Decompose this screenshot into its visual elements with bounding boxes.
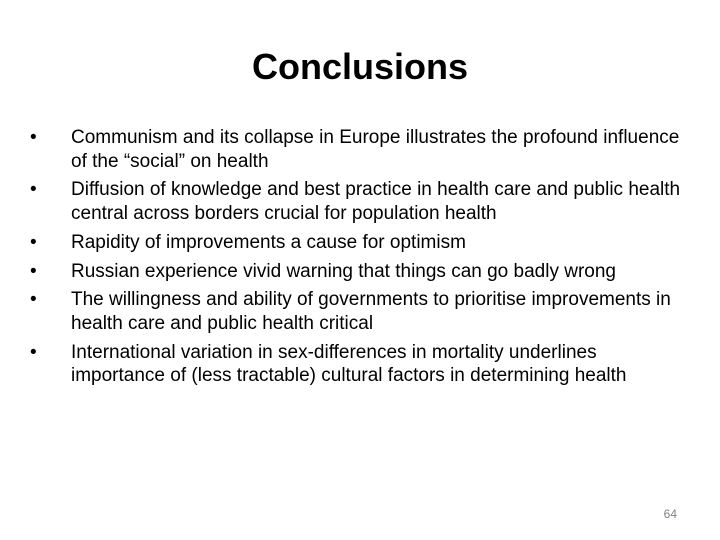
bullet-item	[30, 178, 690, 225]
bullet-dot-icon: •	[30, 289, 37, 311]
bullet-dot-icon: •	[30, 341, 37, 363]
bullet-text: The willingness and ability of governments to prioritise improvements in health care and public health critical	[71, 289, 671, 334]
bullet-dot-icon: •	[30, 260, 37, 282]
bullet-item	[30, 231, 690, 255]
bullet-dot-icon: •	[30, 179, 37, 201]
bullet-item	[30, 288, 690, 335]
bullet-item	[30, 260, 690, 284]
page-number: 64	[663, 507, 677, 521]
bullet-text: Russian experience vivid warning that things can go badly wrong	[71, 260, 616, 282]
bullet-item	[30, 341, 690, 388]
slide-title: Conclusions	[251, 46, 469, 87]
bullet-item	[30, 126, 690, 173]
bullet-list	[30, 126, 690, 393]
bullet-dot-icon: •	[30, 127, 37, 148]
bullet-text: Communism and its collapse in Europe illustrates the profound influence of the “social” on health	[71, 127, 680, 172]
bullet-text: Rapidity of improvements a cause for optimism	[71, 231, 466, 253]
bullet-text: International variation in sex-differences in mortality underlines importance of (less tractable) cultural factors in determining health	[71, 341, 627, 387]
bullet-text: Diffusion of knowledge and best practice in health care and public health central across borders crucial for population health	[71, 179, 681, 225]
bullet-dot-icon: •	[30, 231, 37, 253]
